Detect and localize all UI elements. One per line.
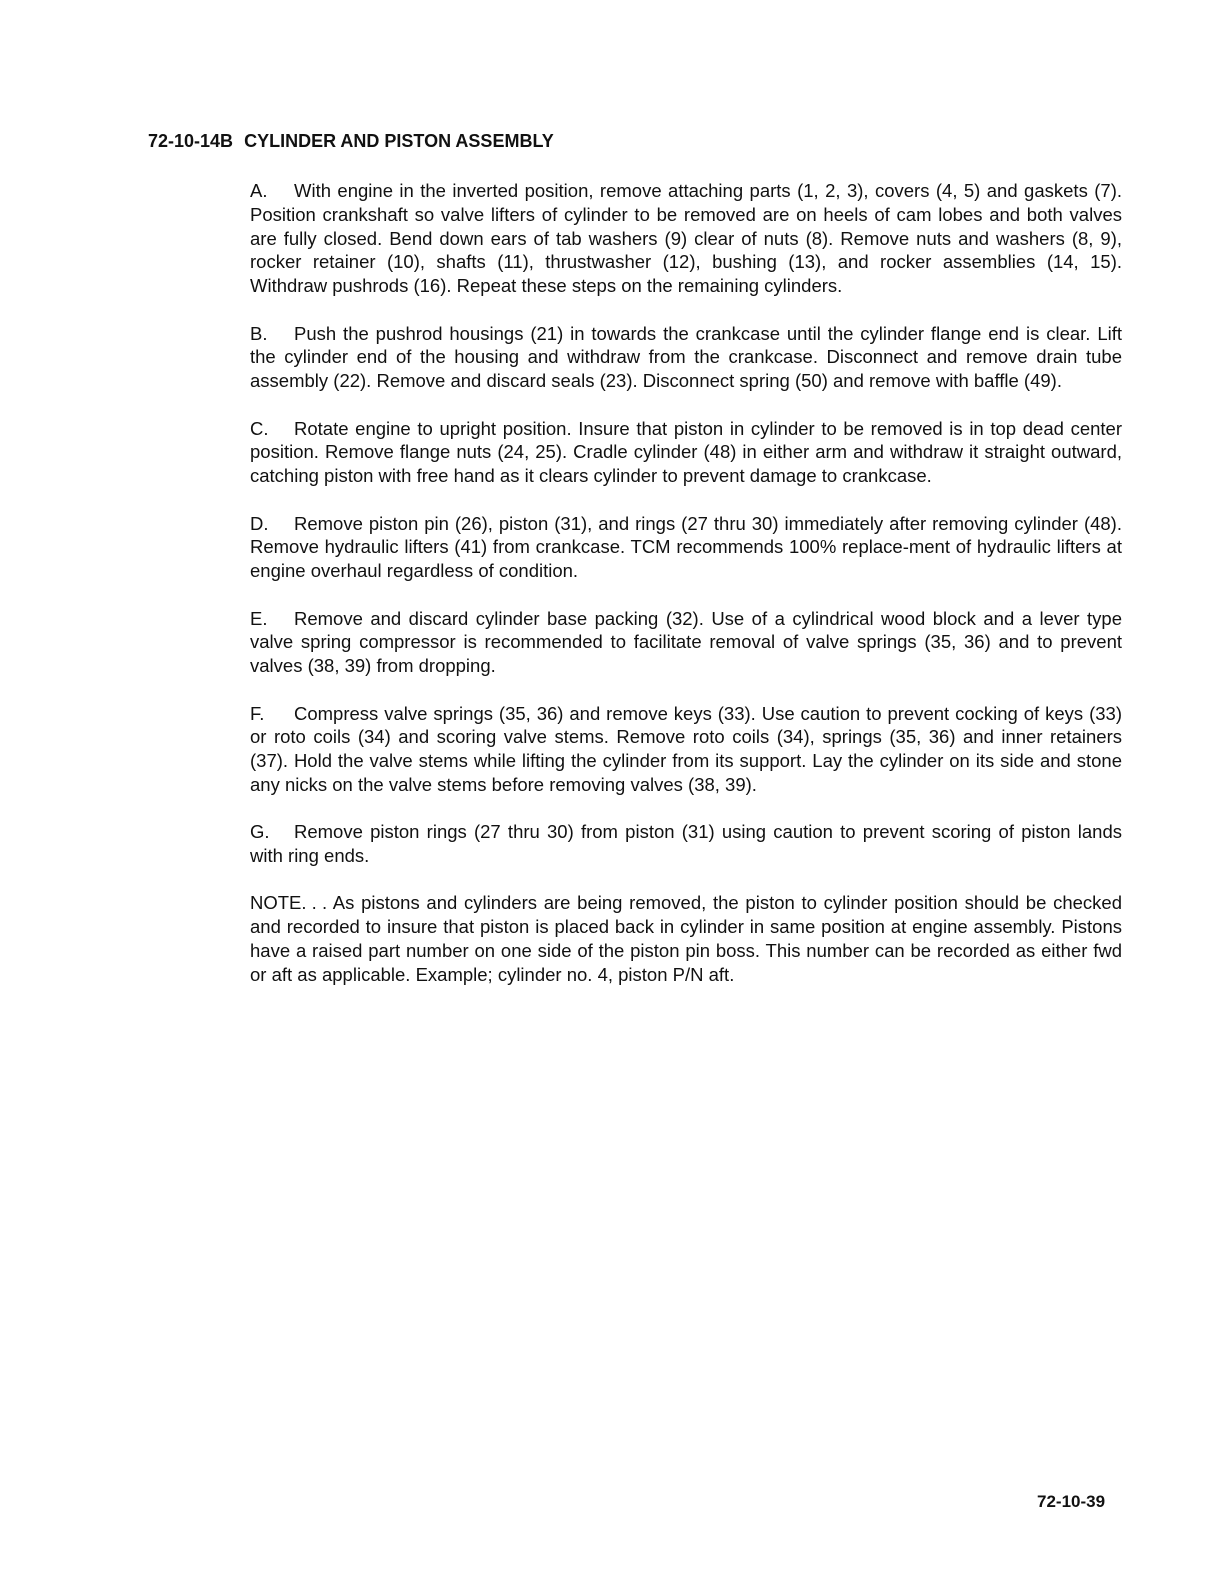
procedure-step-f — [250, 702, 1122, 797]
procedure-note — [250, 891, 1122, 986]
section-code: 72-10-14B — [148, 131, 234, 151]
step-text: Remove piston rings (27 thru 30) from piston (31) using caution to prevent scoring of piston lands with ring ends. — [250, 821, 1122, 867]
procedure-step-a — [250, 179, 1122, 298]
section-heading — [148, 131, 554, 152]
step-text: Remove piston pin (26), piston (31), and rings (27 thru 30) immediately after removing cylinder (48). Remove hydraulic lifters (41) from crankcase. TCM recommends 100% replace-ment of hydraulic lifters at engine overhaul regardless of condition. — [250, 512, 1122, 582]
procedure-step-g — [250, 820, 1122, 868]
procedure-body — [250, 179, 1122, 1010]
section-title: CYLINDER AND PISTON ASSEMBLY — [244, 131, 554, 151]
procedure-step-d — [250, 512, 1122, 583]
step-letter: B. — [250, 322, 268, 344]
step-letter: G. — [250, 821, 270, 843]
page-number: 72-10-39 — [1037, 1492, 1106, 1511]
step-letter: C. — [250, 417, 269, 439]
step-letter: A. — [250, 180, 268, 201]
step-letter: E. — [250, 607, 268, 629]
procedure-step-e — [250, 607, 1122, 678]
note-text: As pistons and cylinders are being removed, the piston to cylinder position should be checked and recorded to insure that piston is placed back in cylinder in same position at engine assembly. Pistons have a raised part number on one side of the piston pin boss. This number can be recorded as either fwd or aft as applicable. Example; cylinder no. 4, piston P/N aft. — [250, 892, 1123, 985]
procedure-step-b — [250, 322, 1122, 393]
note-label: NOTE. . . — [250, 892, 328, 914]
step-text: With engine in the inverted position, remove attaching parts (1, 2, 3), covers (4, 5) and gaskets (7). Position crankshaft so valve lifters of cylinder to be removed are on heels of cam lobes and both valves are fully closed. Bend down ears of tab washers (9) clear of nuts (8). Remove nuts and washers (8, 9), rocker retainer (10), shafts (11), thrustwasher (12), bushing (13), and rocker assemblies (14, 15). Withdraw pushrods (16). Repeat these steps on the remaining cylinders. — [250, 180, 1122, 297]
step-letter: F. — [250, 702, 265, 724]
step-text: Compress valve springs (35, 36) and remove keys (33). Use caution to prevent cocking of keys (33) or roto coils (34) and scoring valve stems. Remove roto coils (34), springs (35, 36) and inner retainers (37). Hold the valve stems while lifting the cylinder from its support. Lay the cylinder on its side and stone any nicks on the valve stems before removing valves (38, 39). — [250, 702, 1122, 795]
step-letter: D. — [250, 512, 269, 534]
step-text: Rotate engine to upright position. Insure that piston in cylinder to be removed is in top dead center position. Remove flange nuts (24, 25). Cradle cylinder (48) in either arm and withdraw it straight outward, catching piston with free hand as it clears cylinder to prevent damage to crankcase. — [250, 417, 1122, 487]
step-text: Remove and discard cylinder base packing (32). Use of a cylindrical wood block and a lever type valve spring compressor is recommended to facilitate removal of valve springs (35, 36) and to prevent valves (38, 39) from dropping. — [250, 607, 1122, 677]
step-text: Push the pushrod housings (21) in towards the crankcase until the cylinder flange end is clear. Lift the cylinder end of the housing and withdraw from the crankcase. Disconnect and remove drain tube assembly (22). Remove and discard seals (23). Disconnect spring (50) and remove with baffle (49). — [250, 322, 1122, 392]
procedure-step-c — [250, 417, 1122, 488]
